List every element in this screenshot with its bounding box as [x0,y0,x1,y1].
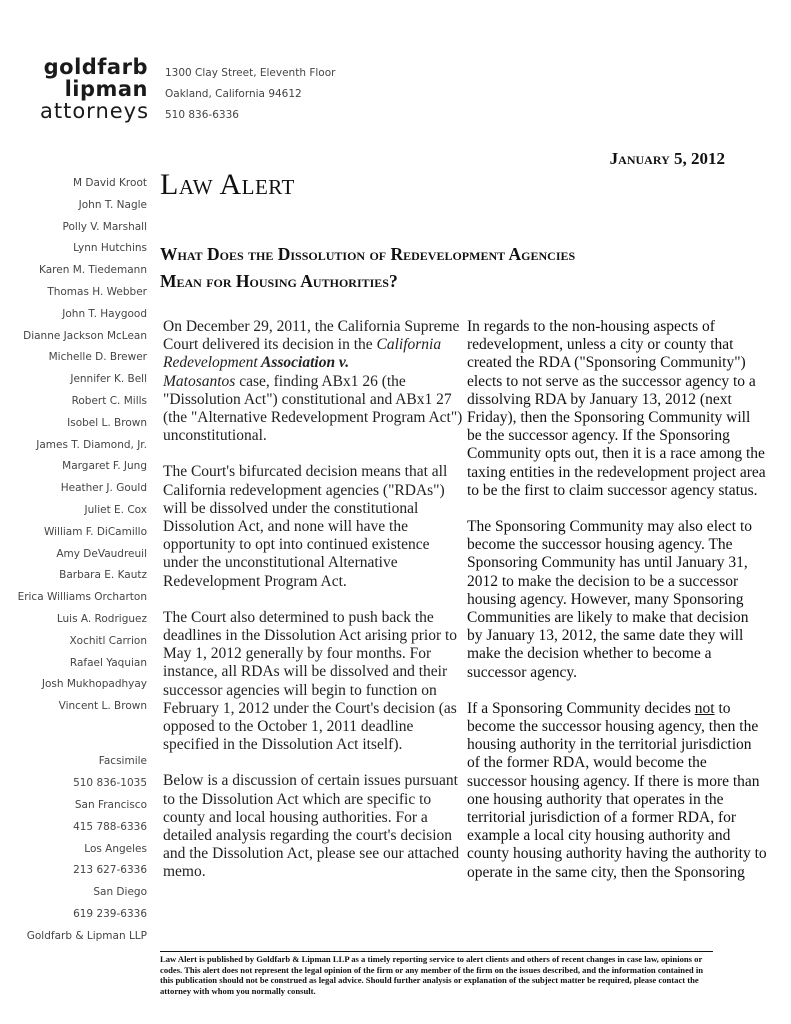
attorney-name: Margaret F. Jung [62,460,147,473]
publication-date: January 5, 2012 [609,149,725,168]
paragraph [163,318,463,445]
firm-address [165,63,335,126]
attorney-name: Xochitl Carrion [69,634,147,647]
paragraph [467,700,767,882]
attorney-name: Luis A. Rodriguez [56,612,147,625]
attorney-name: Michelle D. Brewer [48,351,147,364]
facsimile-number: 510 836-1035 [73,776,147,789]
office-san-francisco-label: San Francisco [74,798,147,811]
office-los-angeles-label: Los Angeles [84,842,147,855]
office-san-francisco-phone: 415 788-6336 [73,820,147,833]
attorney-name: Isobel L. Brown [67,416,147,429]
article-headline [160,241,760,295]
attorney-name: Juliet E. Cox [84,503,147,516]
office-los-angeles-phone: 213 627-6336 [73,864,147,877]
attorney-name: M David Kroot [73,177,147,189]
case-name-italic-2: Matosantos [163,372,236,390]
page-title: Law Alert [160,168,295,201]
body-column-right [467,318,767,900]
headline-line-2: Mean for Housing Authorities? [160,271,398,291]
paragraph-text: to become the successor housing agency, then the housing authority in the territorial jurisdiction of the former RDA, would become the successor housing agency. If there is more than one housing authority that operates in the territorial jurisdiction of a former RDA, for example a local city housing authority and county housing authority having the authority to operate in the same city, then the Sponsoring [467,699,767,881]
attorney-name: Karen M. Tiedemann [39,264,147,277]
paragraph-text: On December 29, 2011, the California Supreme Court delivered its decision in the [163,318,460,354]
attorney-name: Polly V. Marshall [62,220,147,233]
attorney-name: Barbara E. Kautz [59,569,147,582]
emphasis-underline: not [694,699,715,717]
headline-line-1: What Does the Dissolution of Redevelopment Agencies [160,244,576,264]
attorney-name: Vincent L. Brown [58,700,147,713]
facsimile-label: Facsimile [98,755,147,767]
case-name-bold-italic: Association v. [257,354,350,372]
logo-line-attorneys: attorneys [40,99,150,123]
attorney-list [0,173,147,718]
address-phone: 510 836-6336 [165,109,239,121]
attorney-name: John T. Haygood [62,307,147,320]
office-contacts [0,751,147,948]
attorney-name: Robert C. Mills [71,394,147,407]
address-street: 1300 Clay Street, Eleventh Floor [165,67,336,79]
attorney-name: John T. Nagle [78,198,147,211]
attorney-name: Heather J. Gould [60,482,147,495]
attorney-name: Rafael Yaquian [69,656,147,669]
office-san-diego-phone: 619 239-6336 [73,908,147,921]
paragraph: The Court's bifurcated decision means that all California redevelopment agencies ("RDAs") will be dissolved under the constitutional Dissolution Act, and none will have the opportunity to opt into continued existence under the unconstitutional Alternative Redevelopment Program Act. [163,463,448,590]
firm-name: Goldfarb & Lipman LLP [26,930,147,943]
body-column-left [163,318,463,900]
attorney-name: Amy DeVaudreuil [56,547,147,560]
paragraph: In regards to the non-housing aspects of redevelopment, unless a city or county that created the RDA ("Sponsoring Community") elects to not serve as the successor agency to a dissolving RDA by January 13, 2012 (next Friday), then the Sponsoring Community will be the successor agency. If the Sponsoring Community opts out, then it is a race among the taxing entities in the redevelopment project area to be the first to claim successor agency status. [467,318,766,499]
paragraph-text: case, finding ABx1 26 (the "Dissolution Act") constitutional and ABx1 27 (the "Alternative Redevelopment Program Act") unconstitutional. [163,372,463,445]
case-name-italic: California Redevelopment [163,336,442,372]
attorney-name: Thomas H. Webber [47,285,147,298]
office-san-diego-label: San Diego [93,886,147,899]
paragraph-text: If a Sponsoring Community decides [467,699,695,717]
paragraph: The Sponsoring Community may also elect to become the successor housing agency. The Sponsoring Community has until January 31, 2012 to make the decision to be a successor housing agency. However, many Sponsoring Communities are likely to make that decision by January 13, 2012, the same date they will make the decision whether to become a successor agency. [467,518,752,681]
attorney-name: Josh Mukhopadhyay [41,678,147,691]
attorney-name: Erica Williams Orcharton [17,591,147,604]
attorney-name: Dianne Jackson McLean [23,329,147,342]
attorney-name: James T. Diamond, Jr. [36,438,147,451]
logo-line-lipman: lipman [64,77,148,101]
logo-line-goldfarb: goldfarb [43,55,148,79]
attorney-name: Jennifer K. Bell [70,373,147,386]
paragraph: Below is a discussion of certain issues pursuant to the Dissolution Act which are specific to county and local housing authorities. For a detailed analysis regarding the court's decision and the Dissolution Act, please see our attached memo. [163,772,460,881]
address-city: Oakland, California 94612 [165,88,302,100]
attorney-name: Lynn Hutchins [73,242,147,255]
firm-logo [40,56,148,122]
attorney-name: William F. DiCamillo [43,525,147,538]
footer-disclaimer: Law Alert is published by Goldfarb & Lipman LLP as a timely reporting service to alert clients and others of recent changes in case law, opinions or codes. This alert does not represent the legal opinion of the firm or any member of the firm on the issues described, and the information contained in this publication should not be construed as legal advice. Should further analysis or explanation of the subject matter be required, please contact the attorney with whom you normally consult. [160,951,713,996]
paragraph: The Court also determined to push back the deadlines in the Dissolution Act arising prior to May 1, 2012 generally by four months. For instance, all RDAs will be dissolved and their successor agencies will begin to function on February 1, 2012 under the Court's decision (as opposed to the October 1, 2011 deadline specified in the Dissolution Act itself). [163,608,458,754]
